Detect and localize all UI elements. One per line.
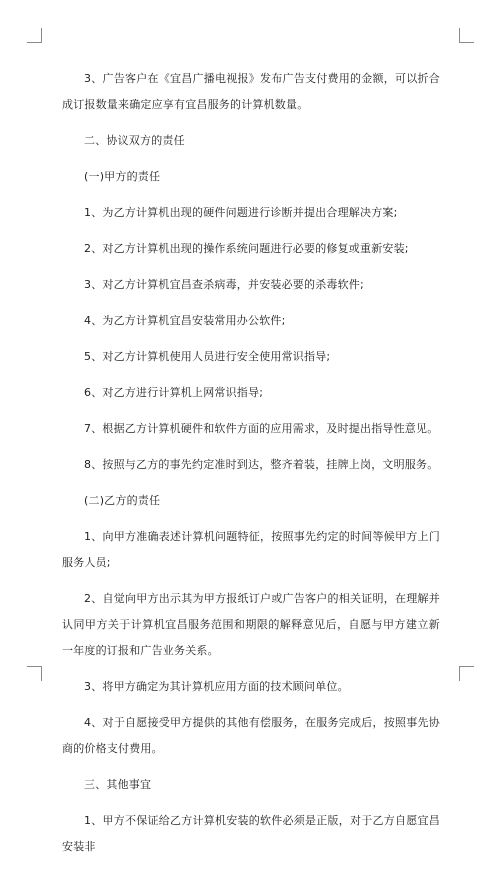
party-b-item-4: 4、对于自愿接受甲方提供的其他有偿服务，在服务完成后，按照事先协商的价格支付费用。: [62, 716, 440, 755]
party-a-item-1: 1、为乙方计算机出现的硬件问题进行诊断并提出合理解决方案;: [84, 206, 398, 219]
party-a-item-8: 8、按照与乙方的事先约定准时到达，整齐着装，挂牌上岗，文明服务。: [84, 458, 439, 471]
party-b-item-3: 3、将甲方确定为其计算机应用方面的技术顾问单位。: [84, 680, 349, 693]
party-a-item-4: 4、为乙方计算机宜昌安装常用办公软件;: [84, 314, 286, 327]
section-heading-other-matters: 三、其他事宜: [84, 778, 152, 791]
party-b-item-2: 2、自觉向甲方出示其为甲方报纸订户或广告客户的相关证明，在理解并认同甲方关于计算机宜昌服务范围和期限的解释意见后，自愿与甲方建立新一年度的订报和广告业务关系。: [62, 592, 440, 657]
party-a-item-3: 3、对乙方计算机宜昌查杀病毒，并安装必要的杀毒软件;: [84, 278, 364, 291]
party-a-item-5: 5、对乙方计算机使用人员进行安全使用常识指导;: [84, 350, 331, 363]
party-a-item-7: 7、根据乙方计算机硬件和软件方面的应用需求，及时提出指导性意见。: [84, 422, 439, 435]
other-item-1: 1、甲方不保证给乙方计算机安装的软件必须是正版，对于乙方自愿宜昌安装非: [62, 814, 440, 853]
crop-mark-top-right: [459, 28, 474, 43]
paragraph-1: 3、广告客户在《宜昌广播电视报》发布广告支付费用的金额，可以折合成订报数量来确定应享有宜昌服务的计算机数量。: [62, 72, 440, 111]
party-a-item-2: 2、对乙方计算机出现的操作系统问题进行必要的修复或重新安装;: [84, 242, 409, 255]
subheading-party-b: (二)乙方的责任: [84, 494, 161, 507]
party-a-item-6: 6、对乙方进行计算机上网常识指导;: [84, 386, 264, 399]
subheading-party-a: (一)甲方的责任: [84, 170, 161, 183]
document-body: [62, 66, 440, 870]
party-b-item-1: 1、向甲方准确表述计算机问题特征，按照事先约定的时间等候甲方上门服务人员;: [62, 530, 440, 569]
crop-mark-bottom-right: [459, 666, 474, 681]
section-heading-responsibilities: 二、协议双方的责任: [84, 134, 185, 147]
crop-mark-top-left: [27, 28, 42, 43]
crop-mark-bottom-left: [27, 666, 42, 681]
